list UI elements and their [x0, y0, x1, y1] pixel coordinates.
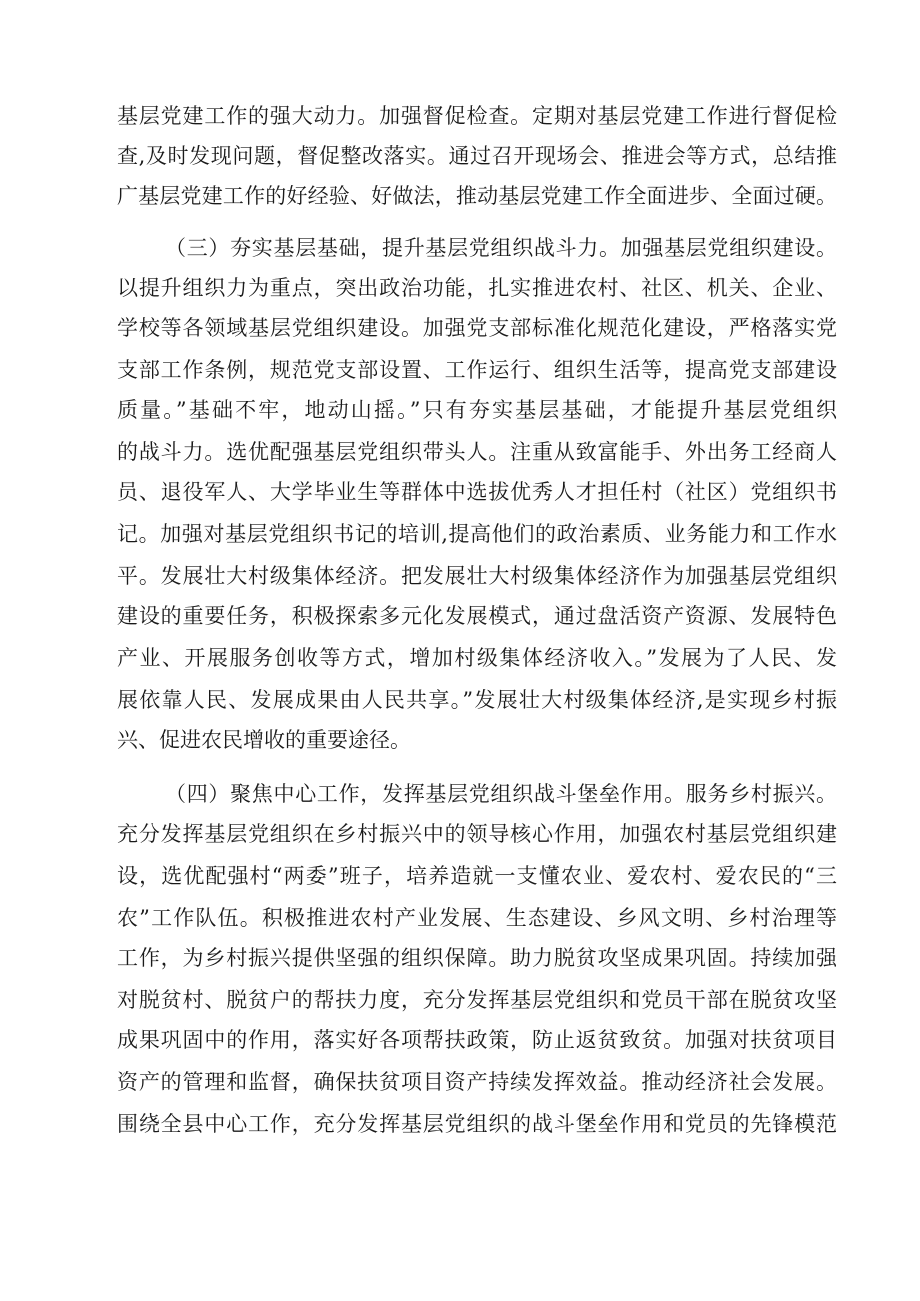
- text-line: 质量。”基础不牢，地动山摇。”只有夯实基层基础，才能提升基层党组织: [117, 398, 837, 422]
- text-line: 兴、促进农民增收的重要途径。: [117, 728, 411, 752]
- text-line: 以提升组织力为重点，突出政治功能，扎实推进农村、社区、机关、企业、: [117, 276, 837, 300]
- text-line: 员、退役军人、大学毕业生等群体中选拔优秀人才担任村（社区）党组织书: [117, 480, 837, 504]
- text-line: 产业、开展服务创收等方式，增加村级集体经济收入。”发展为了人民、发: [117, 646, 837, 670]
- text-line: （四）聚焦中心工作，发挥基层党组织战斗堡垒作用。服务乡村振兴。: [165, 782, 837, 806]
- text-line: 查,及时发现问题，督促整改落实。通过召开现场会、推进会等方式，总结推: [117, 144, 837, 168]
- text-line: 农”工作队伍。积极推进农村产业发展、生态建设、乡风文明、乡村治理等: [117, 906, 837, 930]
- text-line: 记。加强对基层党组织书记的培训,提高他们的政治素质、业务能力和工作水: [117, 522, 837, 546]
- text-line: （三）夯实基层基础，提升基层党组织战斗力。加强基层党组织建设。: [165, 236, 837, 260]
- text-line: 展依靠人民、发展成果由人民共享。”发展壮大村级集体经济,是实现乡村振: [117, 688, 837, 712]
- text-line: 学校等各领域基层党组织建设。加强党支部标准化规范化建设，严格落实党: [117, 316, 837, 340]
- text-line: 成果巩固中的作用，落实好各项帮扶政策，防止返贫致贫。加强对扶贫项目: [117, 1028, 837, 1052]
- text-line: 支部工作条例，规范党支部设置、工作运行、组织生活等，提高党支部建设: [117, 358, 837, 382]
- text-line: 围绕全县中心工作，充分发挥基层党组织的战斗堡垒作用和党员的先锋模范: [117, 1112, 837, 1136]
- text-line: 资产的管理和监督，确保扶贫项目资产持续发挥效益。推动经济社会发展。: [117, 1070, 837, 1094]
- text-line: 建设的重要任务，积极探索多元化发展模式，通过盘活资产资源、发展特色: [117, 604, 837, 628]
- text-line: 工作，为乡村振兴提供坚强的组织保障。助力脱贫攻坚成果巩固。持续加强: [117, 946, 837, 970]
- text-line: 的战斗力。选优配强基层党组织带头人。注重从致富能手、外出务工经商人: [117, 440, 837, 464]
- text-line: 基层党建工作的强大动力。加强督促检查。定期对基层党建工作进行督促检: [117, 104, 837, 128]
- text-line: 广基层党建工作的好经验、好做法，推动基层党建工作全面进步、全面过硬。: [117, 184, 837, 208]
- text-line: 对脱贫村、脱贫户的帮扶力度，充分发挥基层党组织和党员干部在脱贫攻坚: [117, 988, 837, 1012]
- text-line: 设，选优配强村“两委”班子，培养造就一支懂农业、爱农村、爱农民的“三: [117, 864, 837, 888]
- text-line: 充分发挥基层党组织在乡村振兴中的领导核心作用，加强农村基层党组织建: [117, 822, 837, 846]
- text-line: 平。发展壮大村级集体经济。把发展壮大村级集体经济作为加强基层党组织: [117, 564, 837, 588]
